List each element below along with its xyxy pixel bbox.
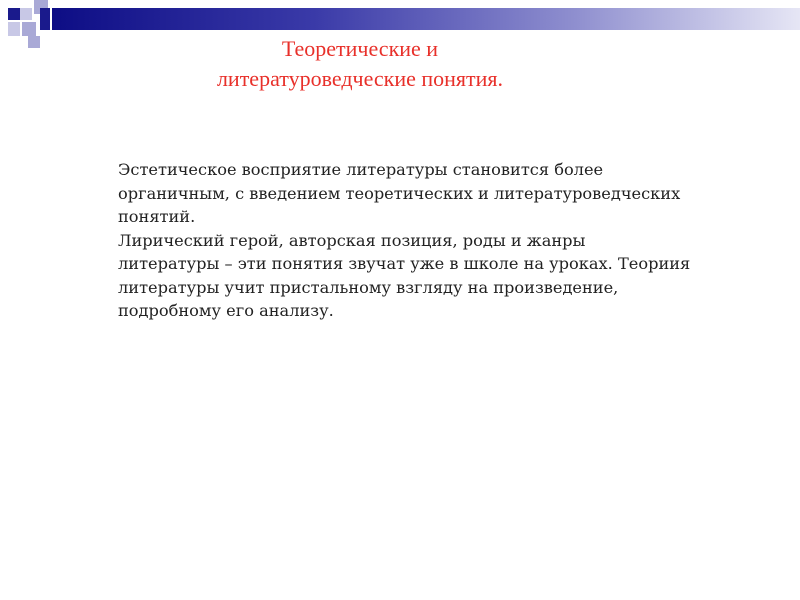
body-line: понятий. — [118, 207, 196, 226]
body-line: подробному его анализу. — [118, 301, 334, 320]
body-line: органичным, с введением теоретических и литературоведческих — [118, 183, 681, 203]
slide-title-line: литературоведческие понятия. — [216, 66, 504, 91]
decor-square-dark-1 — [8, 8, 20, 20]
decor-square-pale-1 — [20, 8, 32, 20]
body-line: Лирический герой, авторская позиция, роды и жанры — [118, 230, 586, 250]
decor-square-light-3 — [28, 36, 40, 48]
body-line: Эстетическое восприятие литературы становится более — [118, 160, 604, 179]
decor-square-pale-2 — [8, 22, 20, 36]
body-line: литературы – эти понятия звучат уже в школе на уроках. Теориия — [118, 254, 691, 273]
decor-square-light-2 — [22, 22, 36, 36]
body-line: литературы учит пристальному взгляду на произведение, — [118, 277, 619, 297]
decor-square-dark-2 — [40, 8, 50, 30]
slide-title-line: Теоретические и — [281, 36, 439, 61]
slide-body — [118, 158, 738, 323]
header-gradient-bar — [52, 8, 800, 30]
slide-title — [130, 34, 590, 94]
